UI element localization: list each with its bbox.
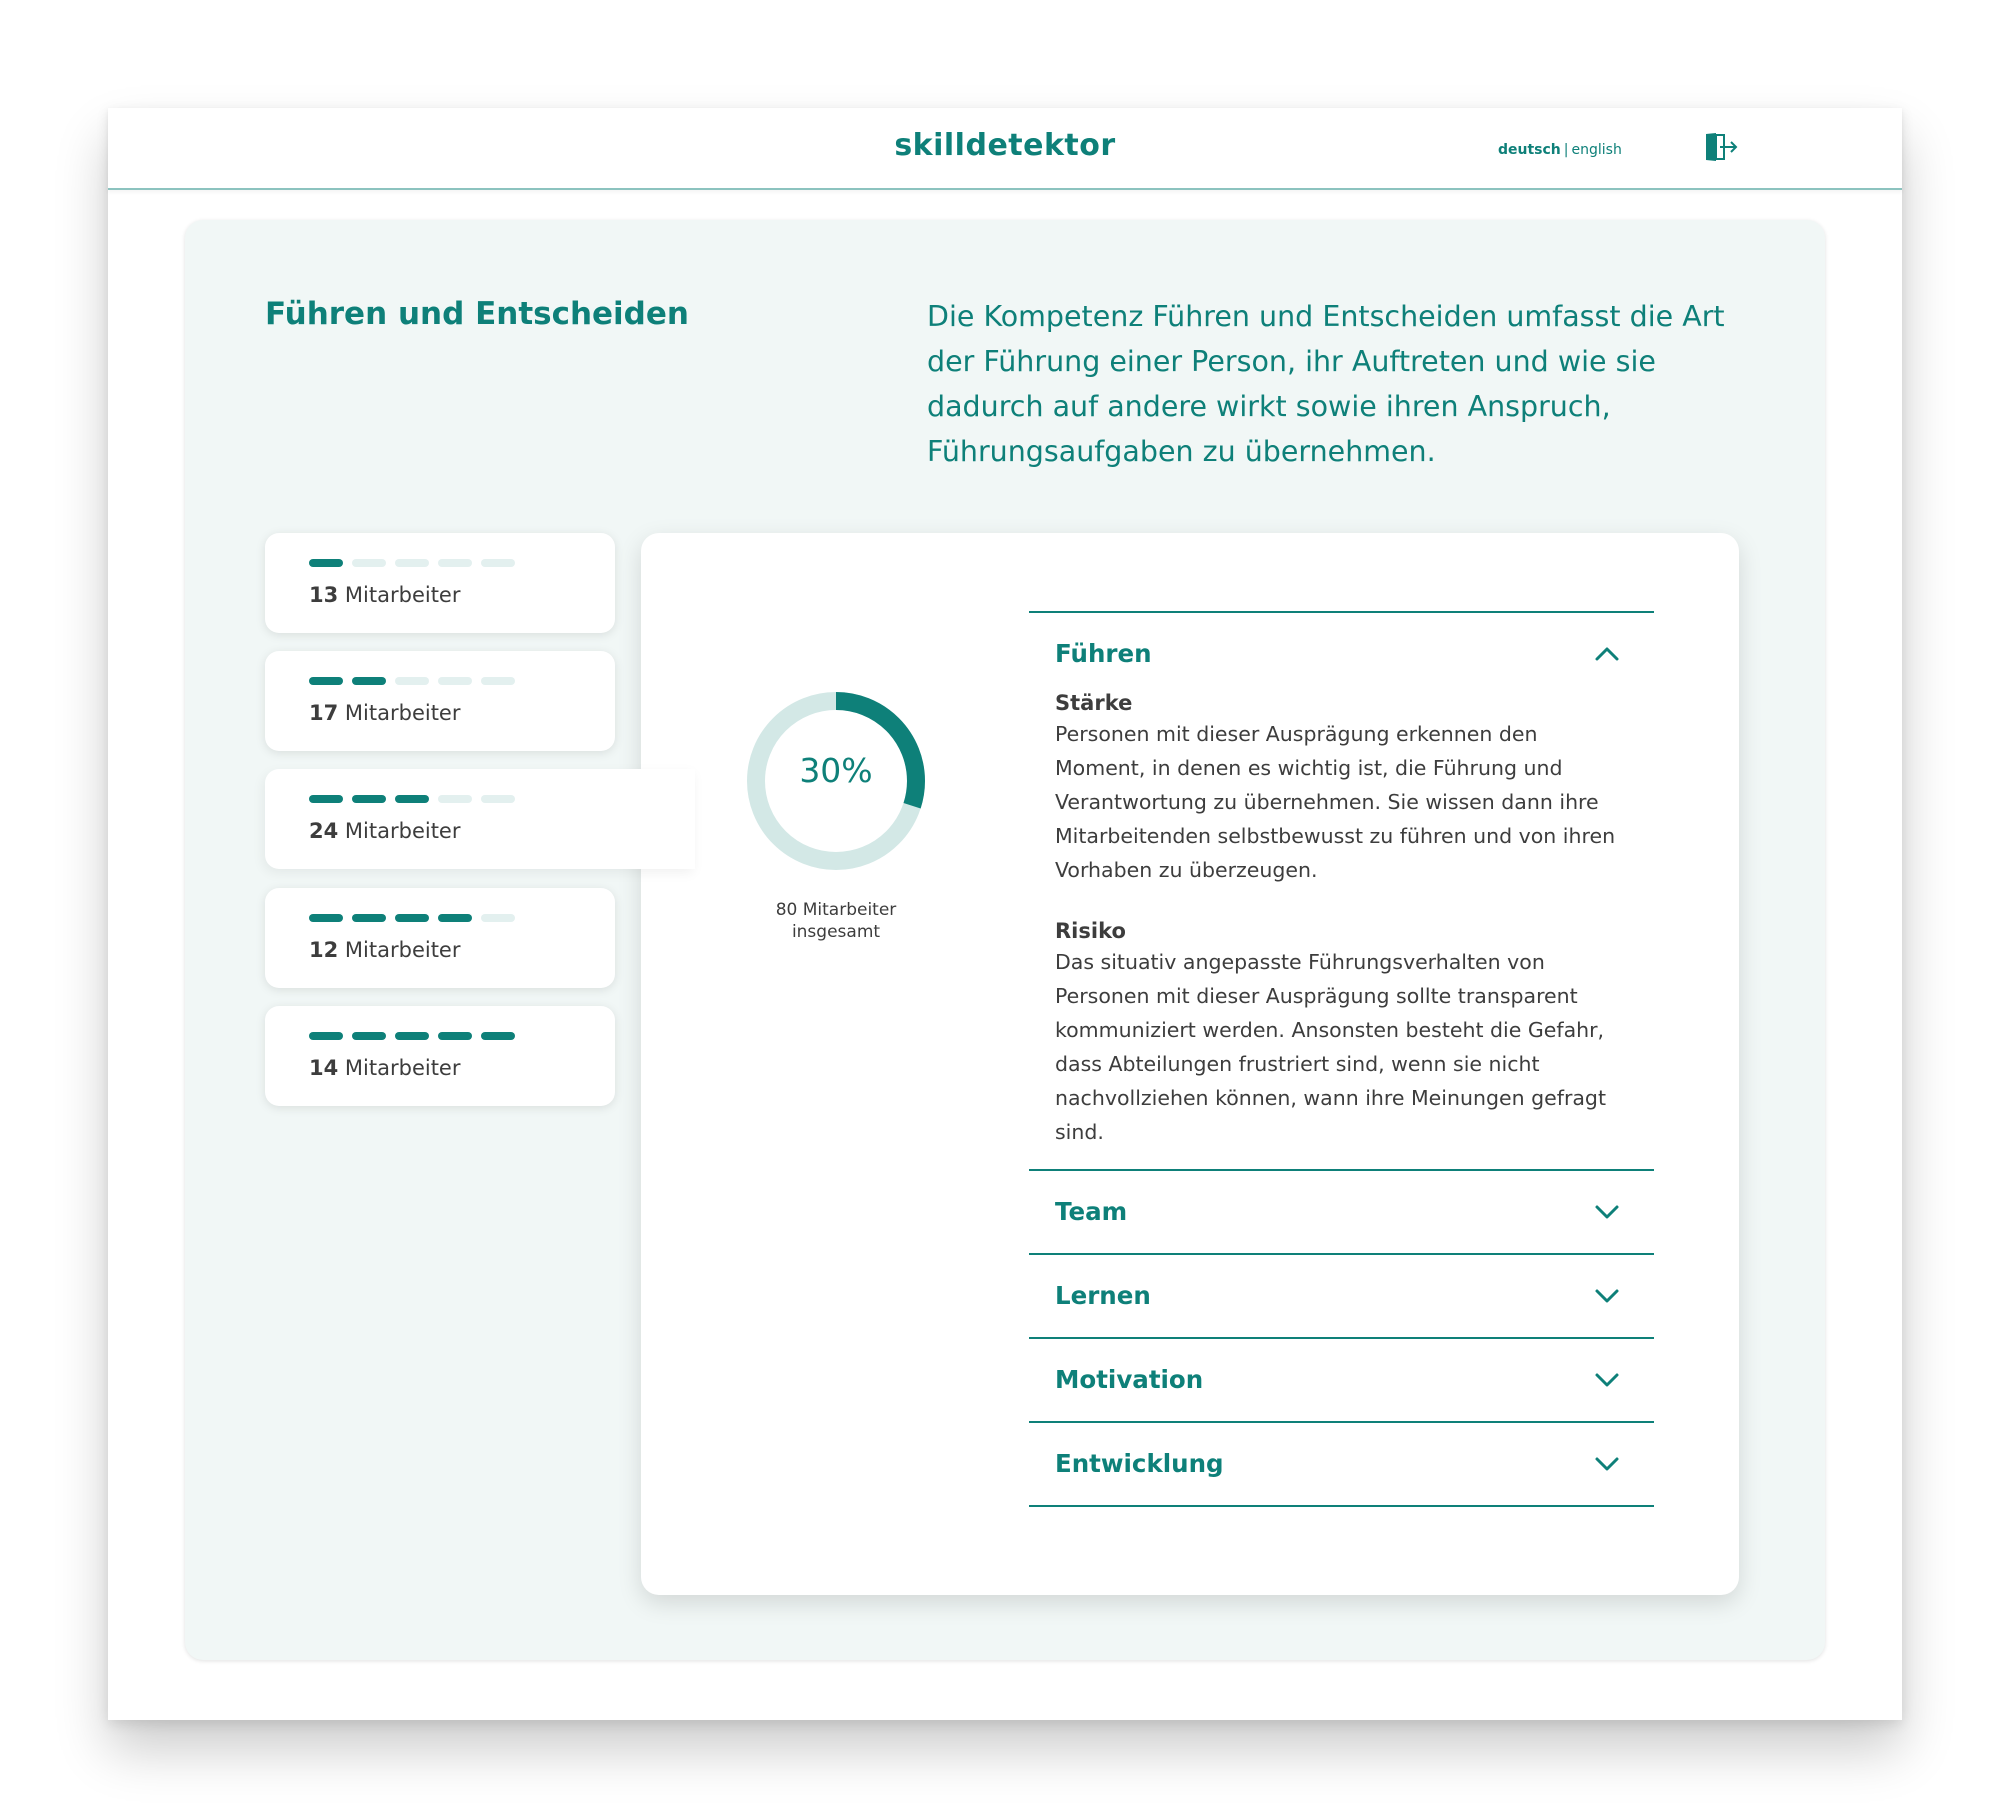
level-dash <box>309 559 343 567</box>
level-count: 24 <box>309 819 339 843</box>
level-indicator <box>309 677 515 685</box>
level-dash <box>395 1032 429 1040</box>
level-dash <box>395 559 429 567</box>
top-bar <box>108 108 1902 190</box>
level-indicator <box>309 914 515 922</box>
brand-logo[interactable]: skilldetektor <box>894 128 1116 163</box>
chevron-down-icon[interactable] <box>1594 1204 1620 1220</box>
strength-text: Personen mit dieser Ausprägung erkennen den Moment, in denen es wichtig ist, die Führung und Verantwortung zu übernehmen. Sie wissen dann ihre Mitarbeitenden selbstbewusst zu führen und von ihren Vorhaben zu überzeugen. <box>1055 722 1616 882</box>
accordion-header-entwicklung[interactable] <box>1029 1423 1654 1505</box>
level-dash <box>352 914 386 922</box>
level-dash <box>309 677 343 685</box>
accordion-title: Führen <box>1055 639 1152 668</box>
level-unit: Mitarbeiter <box>344 938 461 962</box>
accordion-item-team <box>1029 1171 1654 1255</box>
level-dash <box>438 1032 472 1040</box>
level-card-2[interactable] <box>265 651 615 751</box>
competency-description: Die Kompetenz Führen und Entscheiden umfasst die Art der Führung einer Person, ihr Auftreten und wie sie dadurch auf andere wirkt sowie ihren Anspruch, Führungsaufgaben zu übernehmen. <box>927 300 1725 468</box>
lang-de[interactable]: deutsch <box>1498 142 1561 158</box>
level-dash <box>309 795 343 803</box>
competency-title: Führen und Entscheiden <box>265 296 689 332</box>
accordion-title: Entwicklung <box>1055 1449 1224 1478</box>
level-dash <box>481 677 515 685</box>
accordion-title: Team <box>1055 1197 1128 1226</box>
level-indicator <box>309 1032 515 1040</box>
donut-caption-total: 80 Mitarbeiter <box>775 900 897 920</box>
level-dash <box>438 914 472 922</box>
level-card-3[interactable] <box>265 769 695 869</box>
level-count: 13 <box>309 583 339 607</box>
language-switcher <box>1498 142 1622 158</box>
strength-heading: Stärke <box>1055 691 1133 715</box>
level-count: 12 <box>309 938 339 962</box>
level-count: 14 <box>309 1056 339 1080</box>
level-dash <box>481 1032 515 1040</box>
donut-caption <box>736 899 936 943</box>
accordion-body-fuehren <box>1029 689 1654 1169</box>
level-dash <box>395 677 429 685</box>
facet-accordion <box>1029 611 1654 1507</box>
accordion-header-lernen[interactable] <box>1029 1255 1654 1337</box>
level-indicator <box>309 795 515 803</box>
level-dash <box>352 677 386 685</box>
accordion-title: Lernen <box>1055 1281 1151 1310</box>
level-unit: Mitarbeiter <box>344 701 461 725</box>
level-dash <box>352 559 386 567</box>
level-card-1[interactable] <box>265 533 615 633</box>
level-count-label <box>309 1056 460 1080</box>
level-count-label <box>309 701 460 725</box>
accordion-header-motivation[interactable] <box>1029 1339 1654 1421</box>
chevron-up-icon[interactable] <box>1594 646 1620 662</box>
lang-en[interactable]: english <box>1571 142 1622 158</box>
risk-heading: Risiko <box>1055 919 1126 943</box>
level-dash <box>438 795 472 803</box>
accordion-item-motivation <box>1029 1339 1654 1423</box>
level-dash <box>438 559 472 567</box>
chevron-down-icon[interactable] <box>1594 1372 1620 1388</box>
chevron-down-icon[interactable] <box>1594 1288 1620 1304</box>
accordion-item-fuehren <box>1029 613 1654 1171</box>
accordion-title: Motivation <box>1055 1365 1204 1394</box>
level-indicator <box>309 559 515 567</box>
level-dash <box>309 914 343 922</box>
chevron-down-icon[interactable] <box>1594 1456 1620 1472</box>
level-dash <box>352 795 386 803</box>
level-dash <box>395 914 429 922</box>
level-count-label <box>309 819 460 843</box>
level-detail-card <box>641 533 1739 1595</box>
level-dash <box>352 1032 386 1040</box>
risk-text: Das situativ angepasste Führungsverhalten von Personen mit dieser Ausprägung sollte transparent kommuniziert werden. Ansonsten besteht die Gefahr, dass Abteilungen frustriert sind, wenn sie nicht nachvollziehen können, wann ihre Meinungen gefragt sind. <box>1055 950 1606 1144</box>
logout-icon[interactable] <box>1704 132 1738 162</box>
donut-caption-suffix: insgesamt <box>791 922 881 942</box>
level-card-5[interactable] <box>265 1006 615 1106</box>
accordion-header-team[interactable] <box>1029 1171 1654 1253</box>
level-dash <box>481 795 515 803</box>
level-count-label <box>309 583 460 607</box>
competency-panel <box>185 220 1825 1660</box>
accordion-item-lernen <box>1029 1255 1654 1339</box>
donut-percent-label: 30% <box>799 751 873 790</box>
app-window <box>108 108 1902 1720</box>
level-dash <box>481 914 515 922</box>
level-unit: Mitarbeiter <box>344 583 461 607</box>
level-unit: Mitarbeiter <box>344 819 461 843</box>
level-dash <box>438 677 472 685</box>
level-dash <box>481 559 515 567</box>
accordion-item-entwicklung <box>1029 1423 1654 1507</box>
level-dash <box>309 1032 343 1040</box>
lang-separator: | <box>1563 142 1569 158</box>
level-dash <box>395 795 429 803</box>
level-count: 17 <box>309 701 339 725</box>
level-count-label <box>309 938 460 962</box>
accordion-header-fuehren[interactable] <box>1029 613 1654 695</box>
level-card-4[interactable] <box>265 888 615 988</box>
level-unit: Mitarbeiter <box>344 1056 461 1080</box>
